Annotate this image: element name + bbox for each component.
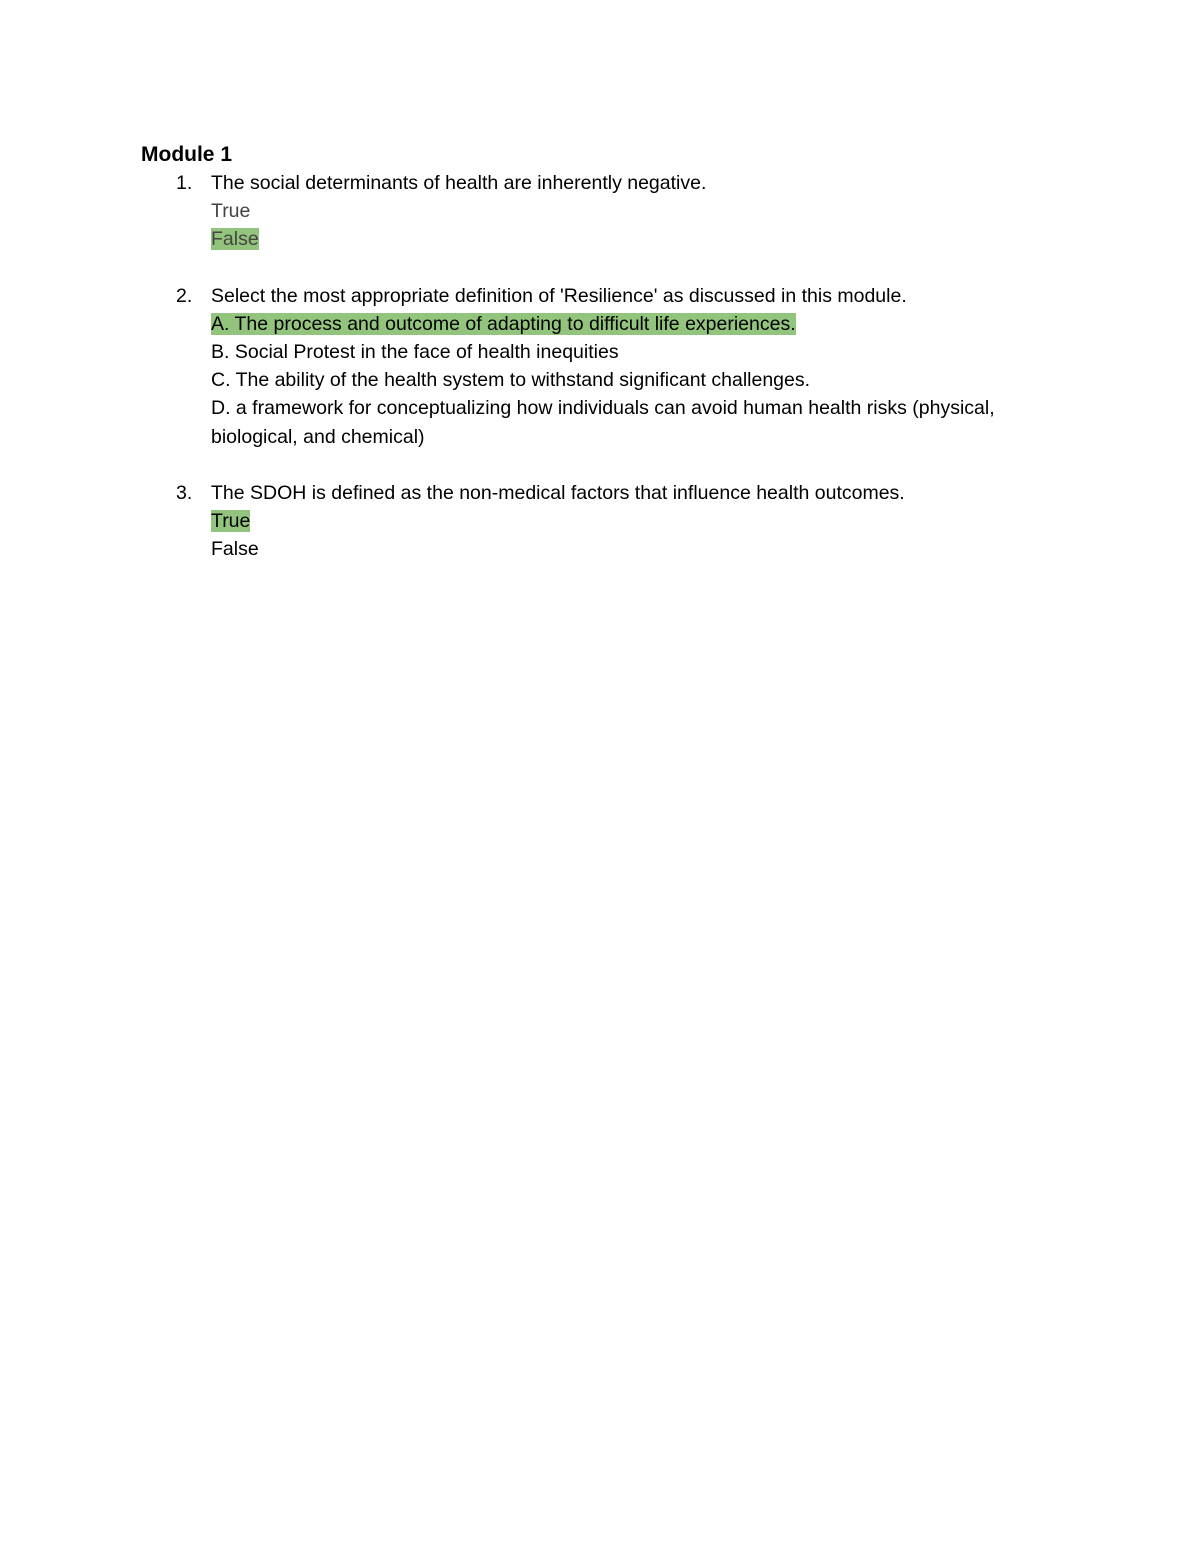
option-a-correct: A. The process and outcome of adapting to difficult life experiences. (211, 312, 796, 335)
question-text: The SDOH is defined as the non-medical factors that influence health outcomes. (211, 481, 905, 504)
question-text: The social determinants of health are inherently negative. (211, 172, 707, 194)
question-1 (141, 169, 1041, 254)
option-d: D. a framework for conceptualizing how individuals can avoid human health risks (physical, biological, and chemical) (211, 397, 995, 448)
option-true: True (211, 200, 251, 223)
option-false-correct: False (211, 228, 259, 251)
question-number: 2. (176, 284, 193, 307)
option-b: B. Social Protest in the face of health inequities (211, 341, 619, 364)
option-c: C. The ability of the health system to withstand significant challenges. (211, 369, 811, 392)
question-text: Select the most appropriate definition of 'Resilience' as discussed in this module. (211, 284, 907, 307)
option-false: False (211, 538, 259, 561)
question-2 (141, 282, 1041, 451)
question-number: 1. (176, 172, 193, 194)
question-3 (141, 479, 1041, 564)
module-title: Module 1 (141, 143, 233, 166)
question-number: 3. (176, 481, 193, 504)
option-true-correct: True (211, 510, 251, 533)
document-page (141, 141, 1041, 563)
